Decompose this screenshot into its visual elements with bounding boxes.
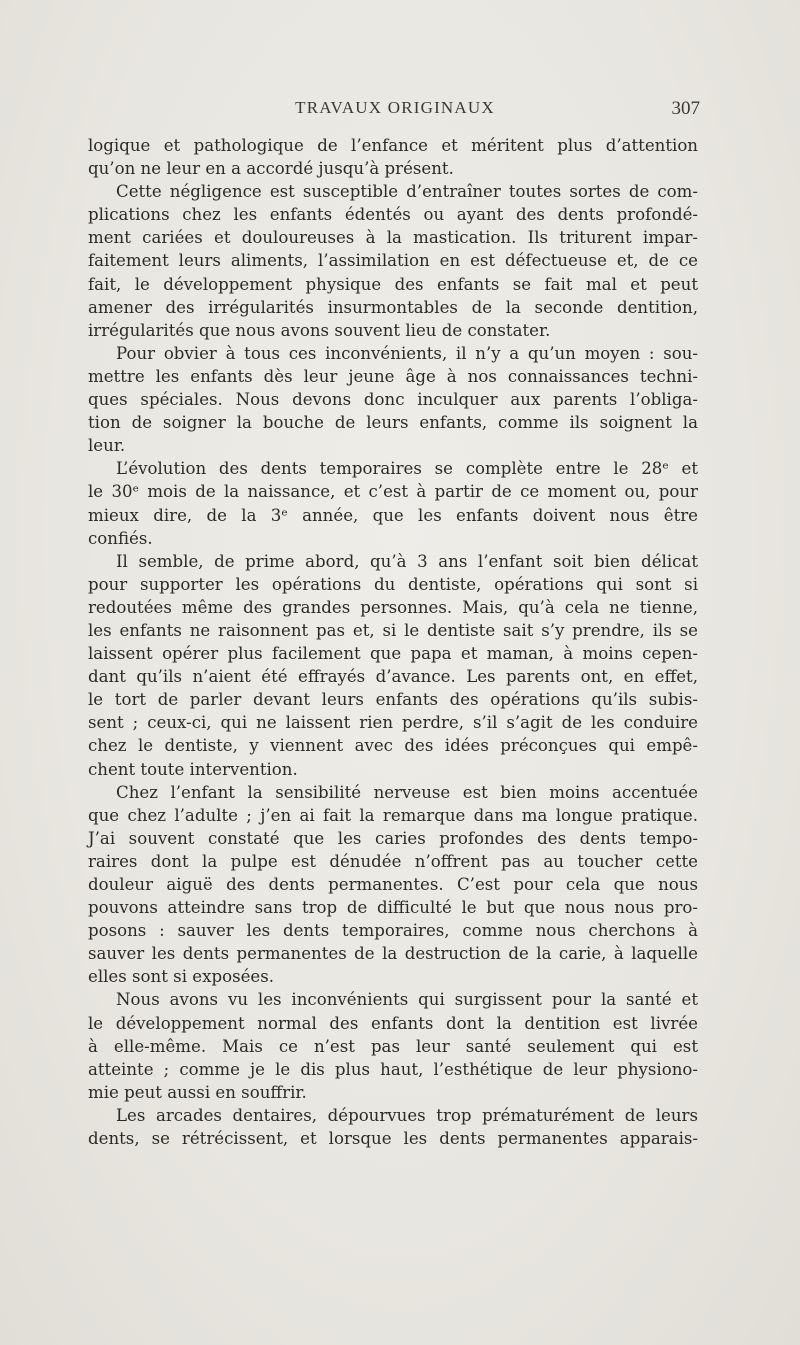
page-number: 307 <box>671 98 700 119</box>
text-line: Cette négligence est susceptible d’entraîner toutes sortes de com- <box>116 182 698 202</box>
text-line: mie peut aussi en souffrir. <box>88 1082 307 1102</box>
text-line: irrégularités que nous avons souvent lieu de constater. <box>88 320 551 340</box>
text-line: Chez l’enfant la sensibilité nerveuse est bien moins accentuée <box>116 782 698 802</box>
body-text <box>88 134 698 1150</box>
page-header <box>88 98 702 124</box>
text-line: douleur aiguë des dents permanentes. C’est pour cela que nous <box>88 875 698 894</box>
text-line: dant qu’ils n’aient été effrayés d’avance. Les parents ont, en effet, <box>88 667 698 687</box>
text-line: dents, se rétrécissent, et lorsque les dents permanentes apparais- <box>88 1129 698 1149</box>
text-line: tion de soigner la bouche de leurs enfants, comme ils soignent la <box>88 413 698 433</box>
text-line: laissent opérer plus facilement que papa et maman, à moins cepen- <box>88 644 698 664</box>
text-line: à elle-même. Mais ce n’est pas leur santé seulement qui est <box>88 1036 698 1056</box>
text-line: raires dont la pulpe est dénudée n’offrent pas au toucher cette <box>88 851 698 871</box>
text-line: pouvons atteindre sans trop de difficulté le but que nous nous pro- <box>88 898 698 918</box>
text-line: sent ; ceux-ci, qui ne laissent rien perdre, s’il s’agit de les conduire <box>88 713 698 733</box>
text-line: les enfants ne raisonnent pas et, si le dentiste sait s’y prendre, ils se <box>88 620 698 640</box>
text-line: qu’on ne leur en a accordé jusqu’à présent. <box>88 159 454 179</box>
text-line: pour supporter les opérations du dentiste, opérations qui sont si <box>88 574 698 594</box>
text-line: que chez l’adulte ; j’en ai fait la remarque dans ma longue pratique. <box>88 805 698 825</box>
text-line: J’ai souvent constaté que les caries profondes des dents tempo- <box>88 828 698 848</box>
text-line: plications chez les enfants édentés ou ayant des dents profondé- <box>88 205 698 225</box>
text-line: Il semble, de prime abord, qu’à 3 ans l’enfant soit bien délicat <box>116 551 698 571</box>
text-line: mettre les enfants dès leur jeune âge à nos connaissances techni- <box>88 366 698 386</box>
text-line: ques spéciales. Nous devons donc inculquer aux parents l’obliga- <box>88 390 698 410</box>
text-line: logique et pathologique de l’enfance et méritent plus d’attention <box>88 136 698 155</box>
text-line: le tort de parler devant leurs enfants des opérations qu’ils subis- <box>88 690 698 710</box>
text-line: mieux dire, de la 3ᵉ année, que les enfants doivent nous être <box>88 505 698 525</box>
text-line: Nous avons vu les inconvénients qui surgissent pour la santé et <box>116 990 698 1010</box>
text-line: sauver les dents permanentes de la destruction de la carie, à laquelle <box>88 944 698 964</box>
text-line: le 30ᵉ mois de la naissance, et c’est à partir de ce moment ou, pour <box>88 482 698 502</box>
text-line: confiés. <box>88 528 153 548</box>
text-line: redoutées même des grandes personnes. Mais, qu’à cela ne tienne, <box>88 597 698 617</box>
text-line: amener des irrégularités insurmontables de la seconde dentition, <box>88 297 698 317</box>
text-line: leur. <box>88 436 126 456</box>
text-line: faitement leurs aliments, l’assimilation en est défectueuse et, de ce <box>88 251 698 271</box>
text-line: Les arcades dentaires, dépourvues trop prématurément de leurs <box>116 1105 698 1125</box>
running-head: TRAVAUX ORIGINAUX <box>295 98 495 117</box>
text-line: L’évolution des dents temporaires se complète entre le 28ᵉ et <box>116 459 698 479</box>
text-line: fait, le développement physique des enfants se fait mal et peut <box>88 274 698 294</box>
text-line: elles sont si exposées. <box>88 967 275 987</box>
text-line: chent toute intervention. <box>88 759 298 779</box>
text-line: atteinte ; comme je le dis plus haut, l’esthétique de leur physiono- <box>88 1059 698 1079</box>
text-line: ment cariées et douloureuses à la mastication. Ils triturent impar- <box>88 228 698 248</box>
text-line: posons : sauver les dents temporaires, comme nous cherchons à <box>88 921 698 941</box>
text-line: le développement normal des enfants dont la dentition est livrée <box>88 1013 698 1033</box>
text-line: chez le dentiste, y viennent avec des idées préconçues qui empê- <box>88 736 698 756</box>
text-line: Pour obvier à tous ces inconvénients, il n’y a qu’un moyen : sou- <box>116 343 698 363</box>
